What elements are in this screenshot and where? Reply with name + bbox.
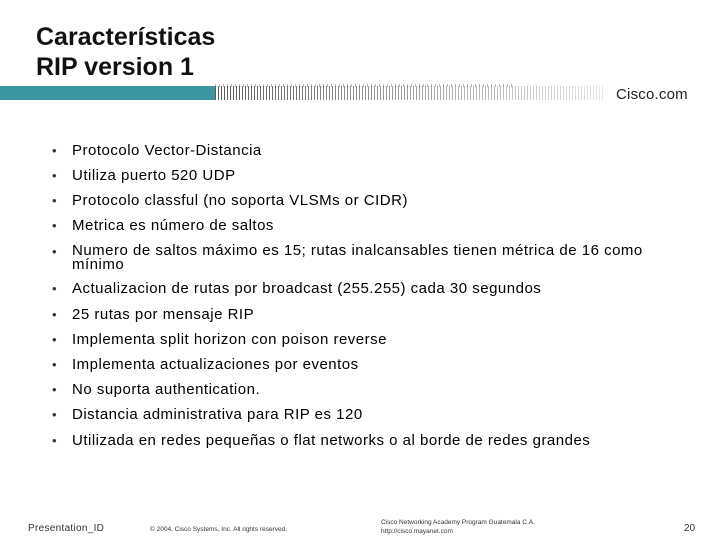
bullet-text: Protocolo Vector-Distancia [72,142,262,159]
bullet-dot: • [52,332,58,347]
slide-title-line-1: Características [36,23,216,51]
bullet-item [52,193,408,208]
bullet-dot: • [52,382,58,397]
cisco-brand-link[interactable]: Cisco.com [616,86,688,103]
bullet-dot: • [52,193,58,208]
bullet-item [52,357,359,372]
bullet-dot: • [52,407,58,422]
bullet-dot: • [52,143,58,158]
bullet-text: Implementa actualizaciones por eventos [72,356,359,373]
bullet-text: Numero de saltos máximo es 15; rutas inalcansables tienen métrica de 16 como mínimo [72,242,643,273]
header-band [0,84,720,104]
bullet-item [52,168,236,183]
bullet-text: Implementa split horizon con poison reverse [72,331,387,348]
bullet-dot: • [52,244,58,259]
bullet-item [52,281,541,296]
bullet-text: Protocolo classful (no soporta VLSMs or CIDR) [72,192,408,209]
bullet-dot: • [52,433,58,448]
bullet-item [52,332,387,347]
footer-presentation-id: Presentation_ID [28,523,105,534]
bullet-dot: • [52,218,58,233]
bullet-item [52,433,590,448]
footer-program-name: Cisco Networking Academy Program Guatemala C.A. [381,519,535,526]
bullet-text: Distancia administrativa para RIP es 120 [72,406,363,423]
bullet-dot: • [52,307,58,322]
bullet-item [52,218,274,233]
bullet-item [52,244,672,272]
bullet-item [52,407,363,422]
slide-title-line-2: RIP version 1 [36,53,194,81]
bullet-item [52,382,260,397]
bullet-item [52,143,262,158]
slide-title [36,22,215,82]
footer-program-url[interactable]: http://cisco.mayanet.com [381,528,453,535]
bullet-text: No suporta authentication. [72,381,261,398]
header-accent-bar [0,86,215,100]
bullet-text: Actualizacion de rutas por broadcast (255.255) cada 30 segundos [72,280,542,297]
footer-copyright: © 2004, Cisco Systems, Inc. All rights reserved. [150,526,288,533]
bullet-text: 25 rutas por mensaje RIP [72,306,255,323]
bullet-dot: • [52,281,58,296]
header-texture-lines [215,86,605,100]
page-number: 20 [684,523,696,534]
footer-program [381,518,535,536]
bullet-dot: • [52,168,58,183]
bullet-item [52,307,254,322]
bullet-dot: • [52,357,58,372]
bullet-text: Metrica es número de saltos [72,217,274,234]
bullet-text: Utilizada en redes pequeñas o flat networks o al borde de redes grandes [72,432,591,449]
bullet-text: Utiliza puerto 520 UDP [72,167,236,184]
